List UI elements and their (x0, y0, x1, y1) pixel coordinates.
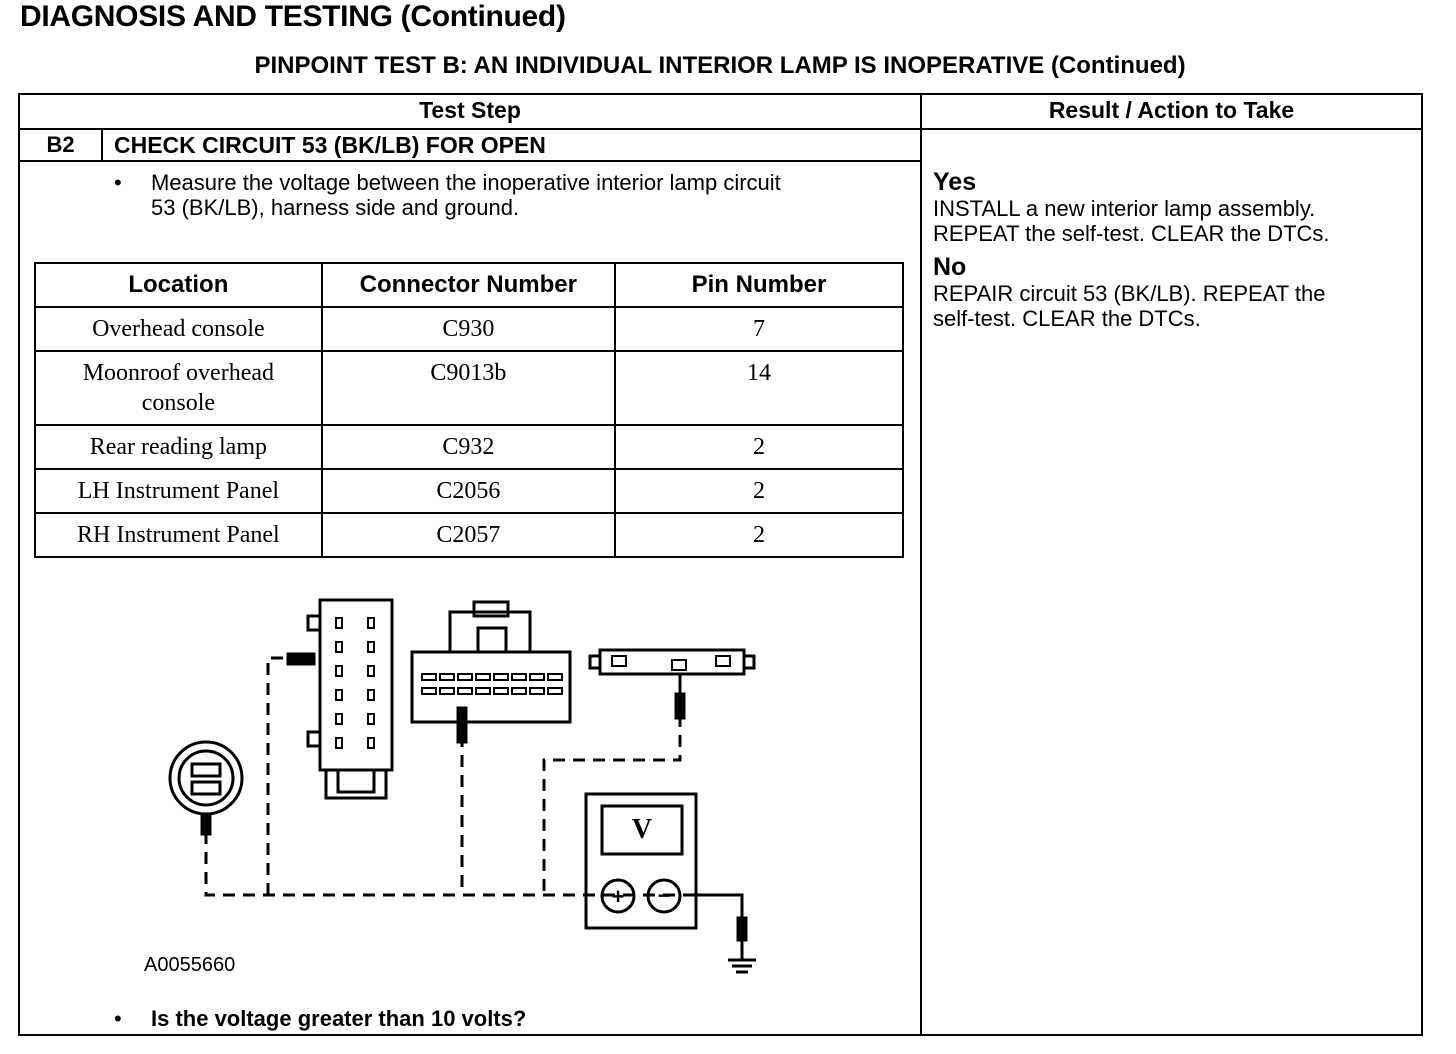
pin-table-header-row (35, 263, 903, 307)
yes-action (933, 196, 1330, 246)
overhead-console-connector (288, 600, 392, 798)
yes-action-line-1: INSTALL a new interior lamp assembly. (933, 196, 1316, 221)
table-row (35, 425, 903, 469)
header-divider (18, 128, 1423, 130)
question-text: Is the voltage greater than 10 volts? (151, 1006, 527, 1031)
bullet: • (114, 170, 122, 195)
table-row (35, 307, 903, 351)
step-id: B2 (46, 132, 75, 157)
location-cell: Overhead console (35, 307, 322, 351)
instruction-line-2: 53 (BK/LB), harness side and ground. (151, 195, 520, 220)
no-label: No (933, 253, 967, 281)
step-id-divider (101, 128, 103, 162)
yes-label: Yes (933, 168, 977, 196)
page-title: DIAGNOSIS AND TESTING (Continued) (20, 0, 566, 33)
minus-terminal: − (657, 883, 671, 908)
round-lamp-connector (170, 742, 242, 834)
figure-id: A0055660 (144, 954, 236, 976)
yes-action-line-2: REPEAT the self-test. CLEAR the DTCs. (933, 221, 1330, 246)
instruction-text (151, 170, 781, 220)
moonroof-connector (412, 602, 570, 742)
plus-terminal: + (611, 884, 625, 909)
location-cell: RH Instrument Panel (35, 513, 322, 557)
location-cell: Rear reading lamp (35, 425, 322, 469)
no-action-line-1: REPAIR circuit 53 (BK/LB). REPEAT the (933, 281, 1326, 306)
pin-cell: 2 (615, 513, 903, 557)
pinpoint-test-title: PINPOINT TEST B: AN INDIVIDUAL INTERIOR LAMP IS INOPERATIVE (Continued) (254, 52, 1186, 79)
pin-table (34, 262, 904, 558)
step-title: CHECK CIRCUIT 53 (BK/LB) FOR OPEN (114, 132, 546, 158)
connector-cell: C9013b (322, 351, 615, 425)
connector-cell: C930 (322, 307, 615, 351)
no-action-line-2: self-test. CLEAR the DTCs. (933, 306, 1201, 331)
step-row-divider (18, 160, 922, 162)
connector-cell: C2056 (322, 469, 615, 513)
pin-cell: 2 (615, 425, 903, 469)
test-step-header: Test Step (419, 97, 521, 123)
location-header: Location (35, 263, 322, 307)
no-action (933, 281, 1325, 331)
pin-header: Pin Number (615, 263, 903, 307)
location-cell: LH Instrument Panel (35, 469, 322, 513)
pin-cell: 14 (615, 351, 903, 425)
rear-lamp-connector (590, 650, 754, 718)
wiring-diagram (150, 590, 790, 990)
connector-header: Connector Number (322, 263, 615, 307)
column-divider (920, 93, 922, 1036)
table-row (35, 513, 903, 557)
meter-symbol: V (631, 814, 653, 845)
location-cell: Moonroof overhead console (35, 351, 322, 425)
connector-cell: C2057 (322, 513, 615, 557)
question-bullet: • (114, 1006, 122, 1031)
ground-lead (696, 895, 756, 972)
pin-cell: 7 (615, 307, 903, 351)
result-header: Result / Action to Take (1048, 97, 1295, 123)
connector-cell: C932 (322, 425, 615, 469)
table-row (35, 351, 903, 425)
instruction-line-1: Measure the voltage between the inoperative interior lamp circuit (151, 170, 781, 195)
pin-cell: 2 (615, 469, 903, 513)
table-row (35, 469, 903, 513)
